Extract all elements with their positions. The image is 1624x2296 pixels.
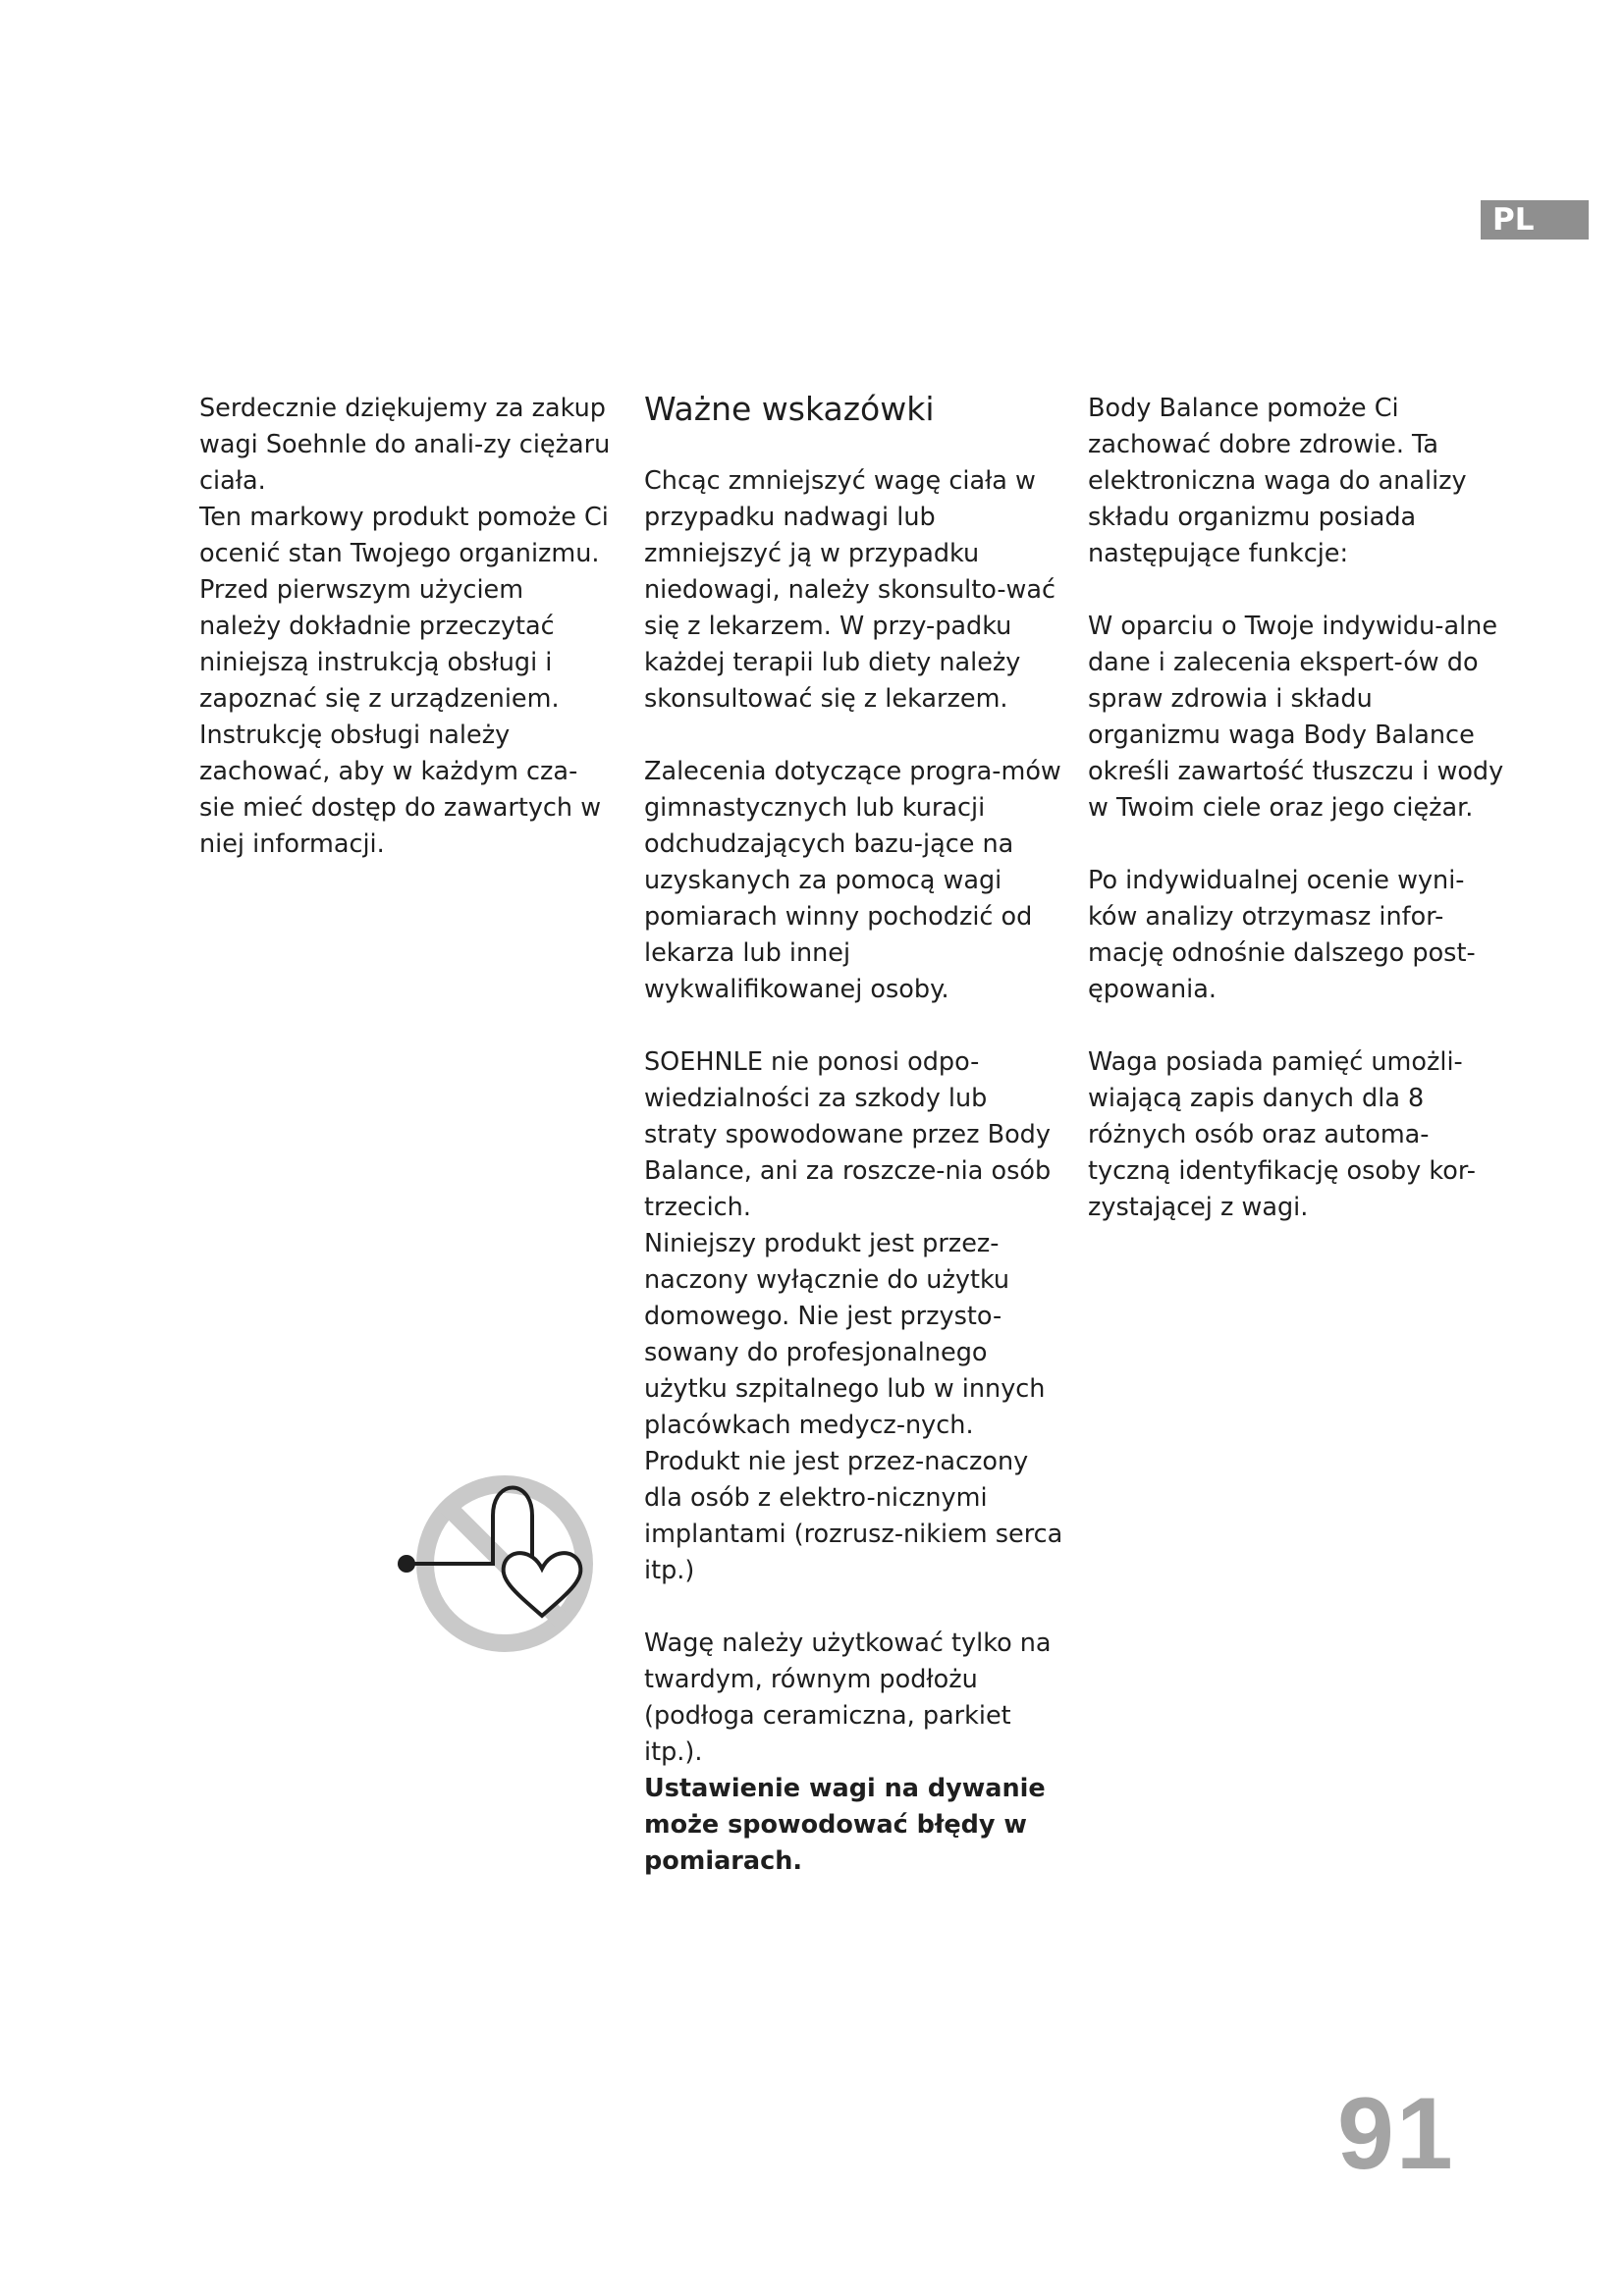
note-surface: Wagę należy użytkować tylko na twardym, równym podłożu (podłoga ceramiczna, parkiet itp.). — [644, 1629, 1052, 1767]
note-weight-consult: Chcąc zmniejszyć wagę ciała w przypadku nadwagi lub zmniejszyć ją w przypadku niedowagi, należy skonsulto-wać się z lekarzem. W przy-padku każdej terapii lub diety należy skonsultować się z lekarzem. — [644, 466, 1056, 714]
intro-text: Serdecznie dziękujemy za zakup wagi Soehnle do anali-zy ciężaru ciała. — [199, 394, 611, 496]
feature-evaluation: Po indywidualnej ocenie wyni-ków analizy otrzymasz infor-mację odnośnie dalszego post-ępowania. — [1088, 866, 1476, 1004]
read-first-text: Przed pierwszym użyciem należy dokładnie przeczytać niniejszą instrukcją obsługi i zapoznać się z urządzeniem. — [199, 575, 560, 714]
feature-memory: Waga posiada pamięć umożli-wiającą zapis danych dla 8 różnych osób oraz automa-tyczną identyfikację osoby kor-zystającej z wagi. — [1088, 1047, 1476, 1222]
page-number: 91 — [1337, 2077, 1455, 2191]
column-important-notes — [644, 391, 1066, 1880]
note-home-use: Niniejszy produkt jest przez-naczony wyłącznie do użytku domowego. Nie jest przysto-sowany do profesjonalnego użytku szpitalnego lub w innych placówkach medycz-nych. Produkt nie jest przez-naczony dla osób z elektro-nicznymi implantami (rozrusz-nikiem serca itp.) — [644, 1229, 1063, 1585]
section-heading: Ważne wskazówki — [644, 390, 935, 428]
product-text: Ten markowy produkt pomoże Ci ocenić stan Twojego organizmu. — [199, 503, 609, 568]
column-intro — [199, 391, 612, 863]
feature-intro: Body Balance pomoże Ci zachować dobre zdrowie. Ta elektroniczna waga do analizy składu organizmu posiada następujące funkcje: — [1088, 394, 1467, 568]
note-exercise-programs: Zalecenia dotyczące progra-mów gimnastycznych lub kuracji odchudzających bazu-jące na uzyskanych za pomocą wagi pomiarach winny pochodzić od lekarza lub innej wykwalifikowanej osoby. — [644, 757, 1061, 1004]
feature-analysis: W oparciu o Twoje indywidu-alne dane i zalecenia ekspert-ów do spraw zdrowia i składu organizmu waga Body Balance określi zawartość tłuszczu i wody w Twoim ciele oraz jego ciężar. — [1088, 612, 1504, 823]
note-liability: SOEHNLE nie ponosi odpo-wiedzialności za szkody lub straty spowodowane przez Body Balance, ani za roszcze-nia osób trzecich. — [644, 1047, 1052, 1222]
no-pacemaker-warning-icon — [395, 1472, 607, 1655]
keep-manual-text: Instrukcję obsługi należy zachować, aby w każdym cza-sie mieć dostęp do zawartych w niej informacji. — [199, 721, 602, 859]
column-features — [1088, 391, 1510, 1226]
language-badge: PL — [1481, 200, 1589, 240]
note-carpet-warning: Ustawienie wagi na dywanie może spowodować błędy w pomiarach. — [644, 1774, 1046, 1876]
